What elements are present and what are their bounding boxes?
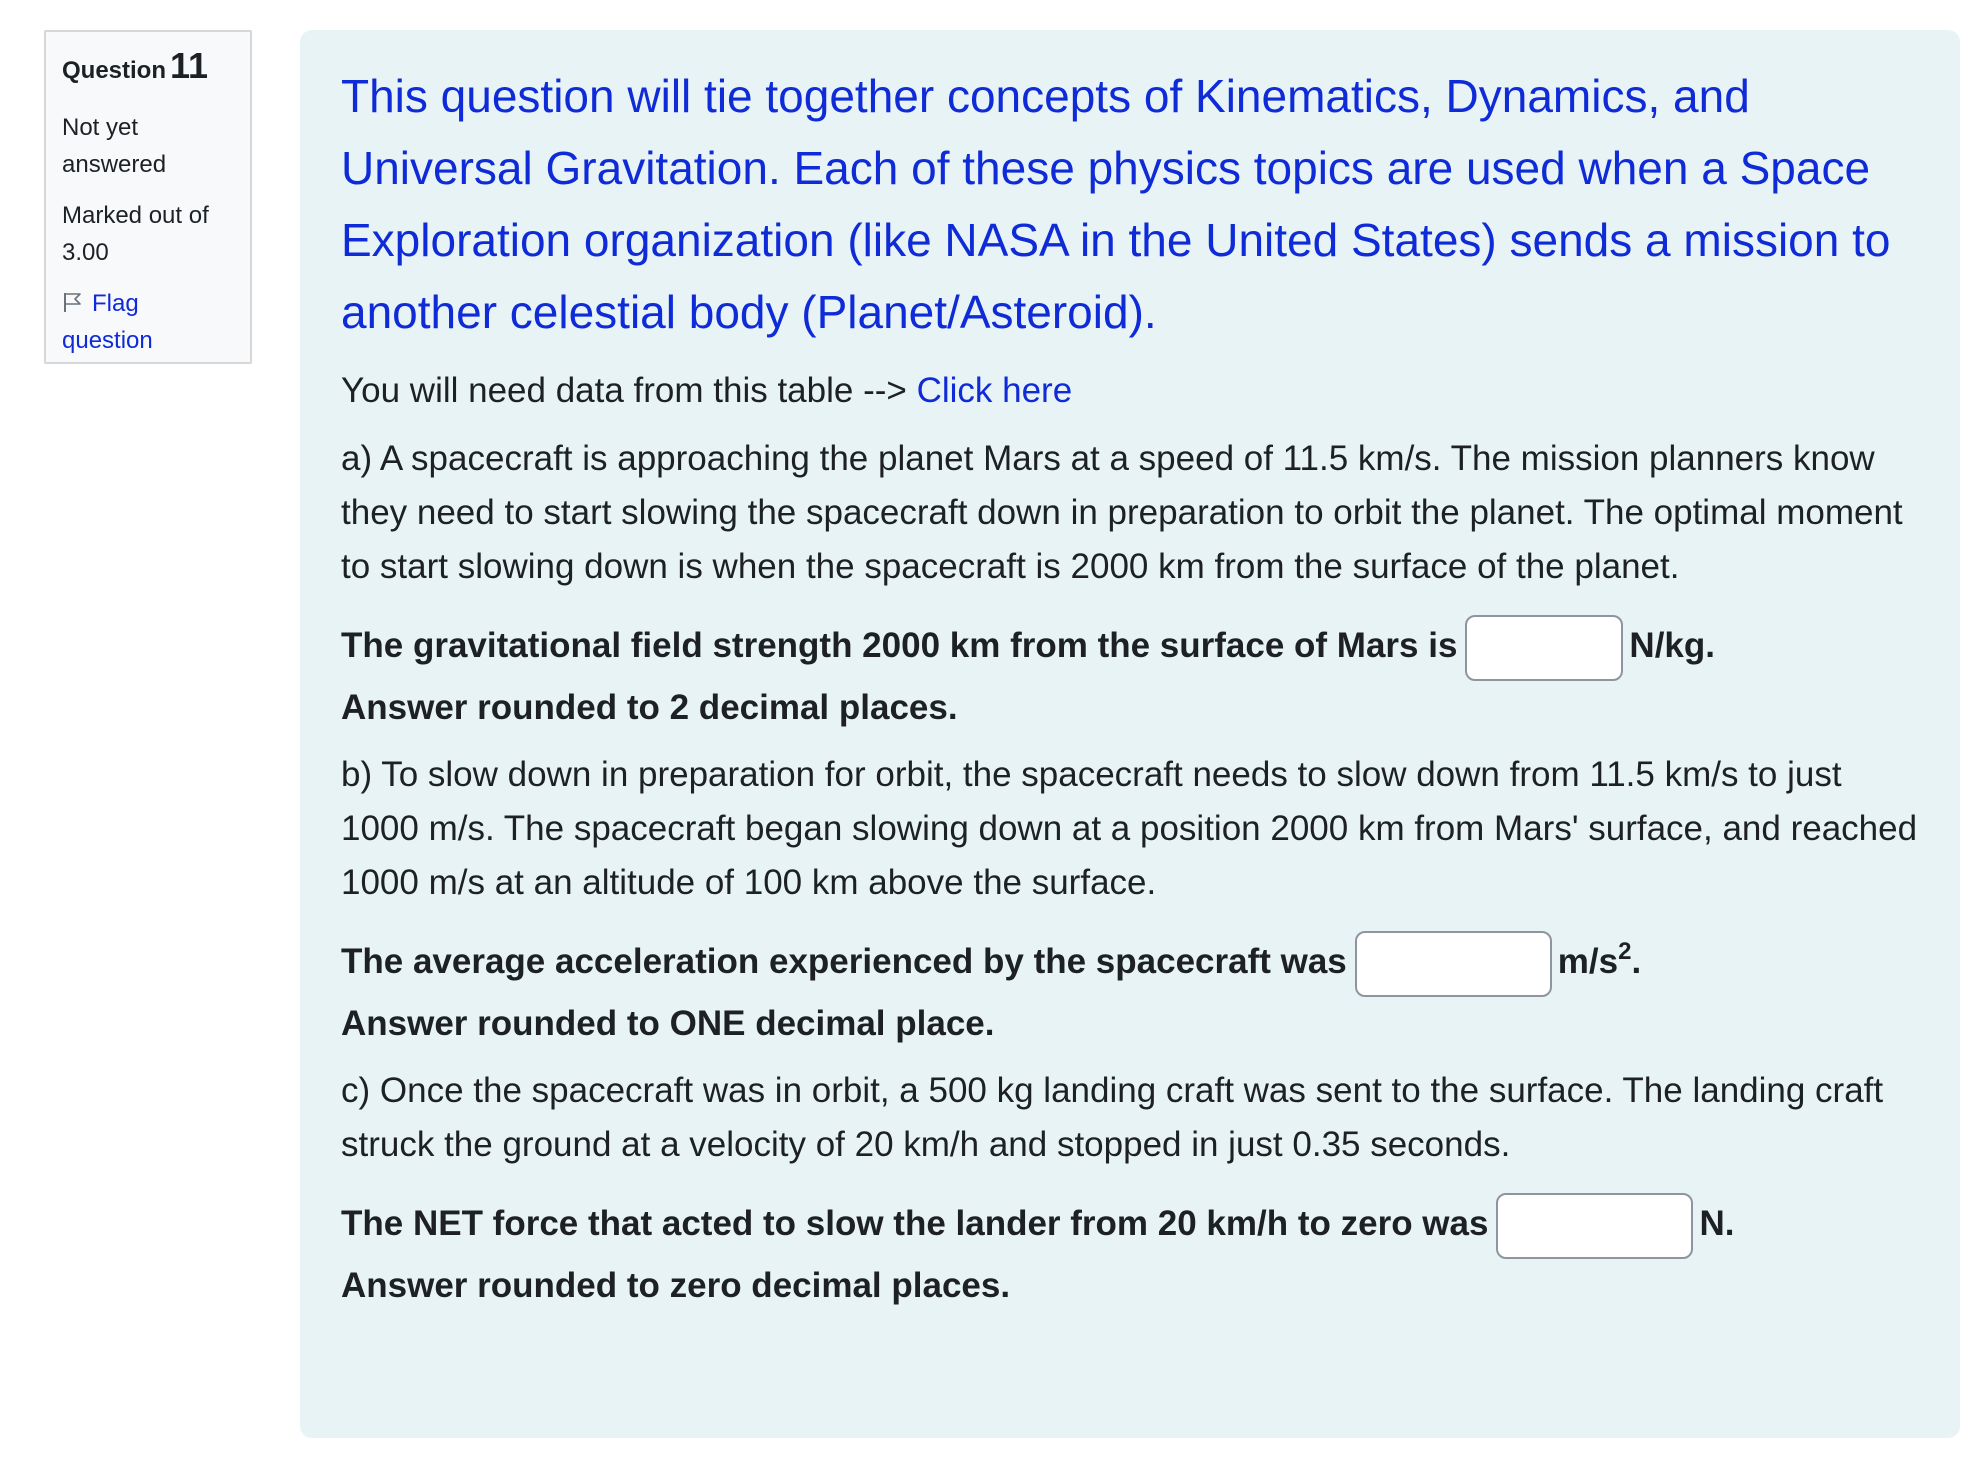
- flag-question-link[interactable]: Flag question: [62, 290, 153, 354]
- part-c-rounding: Answer rounded to zero decimal places.: [341, 1266, 1011, 1305]
- question-content: [300, 30, 1960, 1438]
- part-a-rounding: Answer rounded to 2 decimal places.: [341, 688, 958, 727]
- question-grade: Marked out of 3.00: [62, 202, 209, 266]
- flag-icon: [62, 291, 84, 313]
- question-status: Not yet answered: [62, 114, 167, 178]
- part-a-text: a) A spacecraft is approaching the planet Mars at a speed of 11.5 km/s. The mission planners know they need to start slowing the spacecraft down in preparation to orbit the planet. The optimal moment to start slowing down is when the spacecraft is 2000 km from the surface of the planet.: [341, 439, 1903, 586]
- question-number: Question 11: [62, 45, 209, 86]
- answer-input-a[interactable]: [1465, 615, 1623, 681]
- answer-input-c[interactable]: [1496, 1193, 1693, 1259]
- part-c-text: c) Once the spacecraft was in orbit, a 500 kg landing craft was sent to the surface. The landing craft struck the ground at a velocity of 20 km/h and stopped in just 0.35 seconds.: [341, 1071, 1884, 1164]
- part-a-prompt: The gravitational field strength 2000 km from the surface of Mars is N/kg.: [341, 610, 1924, 682]
- answer-input-b[interactable]: [1355, 931, 1552, 997]
- part-b-rounding: Answer rounded to ONE decimal place.: [341, 1004, 995, 1043]
- intro-text: This question will tie together concepts of Kinematics, Dynamics, and Universal Gravitation. Each of these physics topics are used when a Space Exploration organization (like NASA in the United States) sends a mission to another celestial body (Planet/Asteroid).: [341, 70, 1891, 338]
- question-info-panel: [44, 30, 252, 364]
- part-c-prompt: The NET force that acted to slow the lander from 20 km/h to zero was N.: [341, 1188, 1924, 1260]
- table-link[interactable]: Click here: [916, 371, 1073, 410]
- part-b-text: b) To slow down in preparation for orbit, the spacecraft needs to slow down from 11.5 km/s to just 1000 m/s. The spacecraft began slowing down at a position 2000 km from Mars' surface, and reached 1000 m/s at an altitude of 100 km above the surface.: [341, 755, 1918, 902]
- table-reference: You will need data from this table --> Click here: [341, 371, 1073, 410]
- part-b-prompt: The average acceleration experienced by the spacecraft was $m/s^2$.: [341, 926, 1924, 998]
